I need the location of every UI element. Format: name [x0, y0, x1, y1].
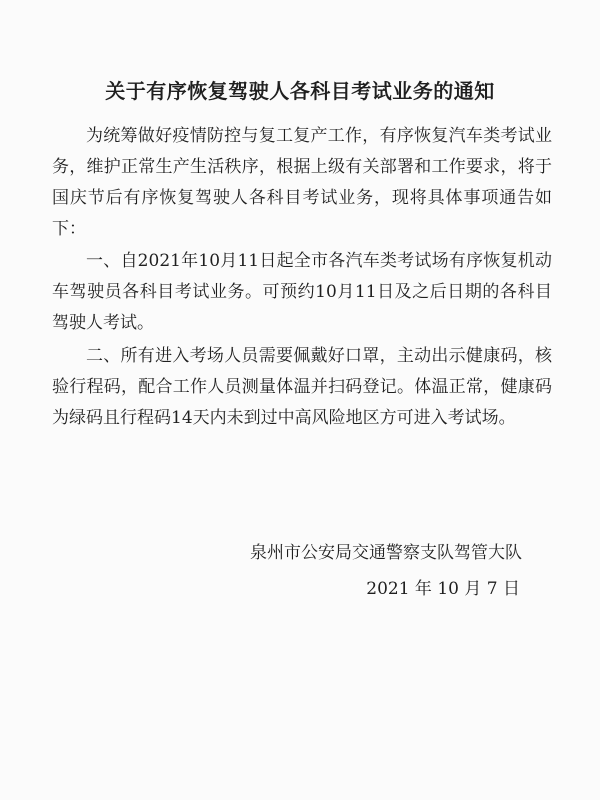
paragraph-item-1: 一、自2021年10月11日起全市各汽车类考试场有序恢复机动车驾驶员各科目考试业务。可预约10月11日及之后日期的各科目驾驶人考试。 [52, 251, 552, 333]
signature-date: 2021 年 10 月 7 日 [366, 579, 520, 599]
notice-title: 关于有序恢复驾驶人各科目考试业务的通知 [105, 79, 495, 103]
paragraph-item-2: 二、所有进入考场人员需要佩戴好口罩，主动出示健康码，核验行程码，配合工作人员测量体温并扫码登记。体温正常，健康码为绿码且行程码14天内未到过中高风险地区方可进入考试场。 [52, 346, 552, 428]
signature-organization: 泉州市公安局交通警察支队驾管大队 [250, 543, 522, 563]
paragraph-intro: 为统筹做好疫情防控与复工复产工作，有序恢复汽车类考试业务，维护正常生产生活秩序，根据上级有关部署和工作要求，将于国庆节后有序恢复驾驶人各科目考试业务，现将具体事项通告如下： [52, 126, 552, 239]
